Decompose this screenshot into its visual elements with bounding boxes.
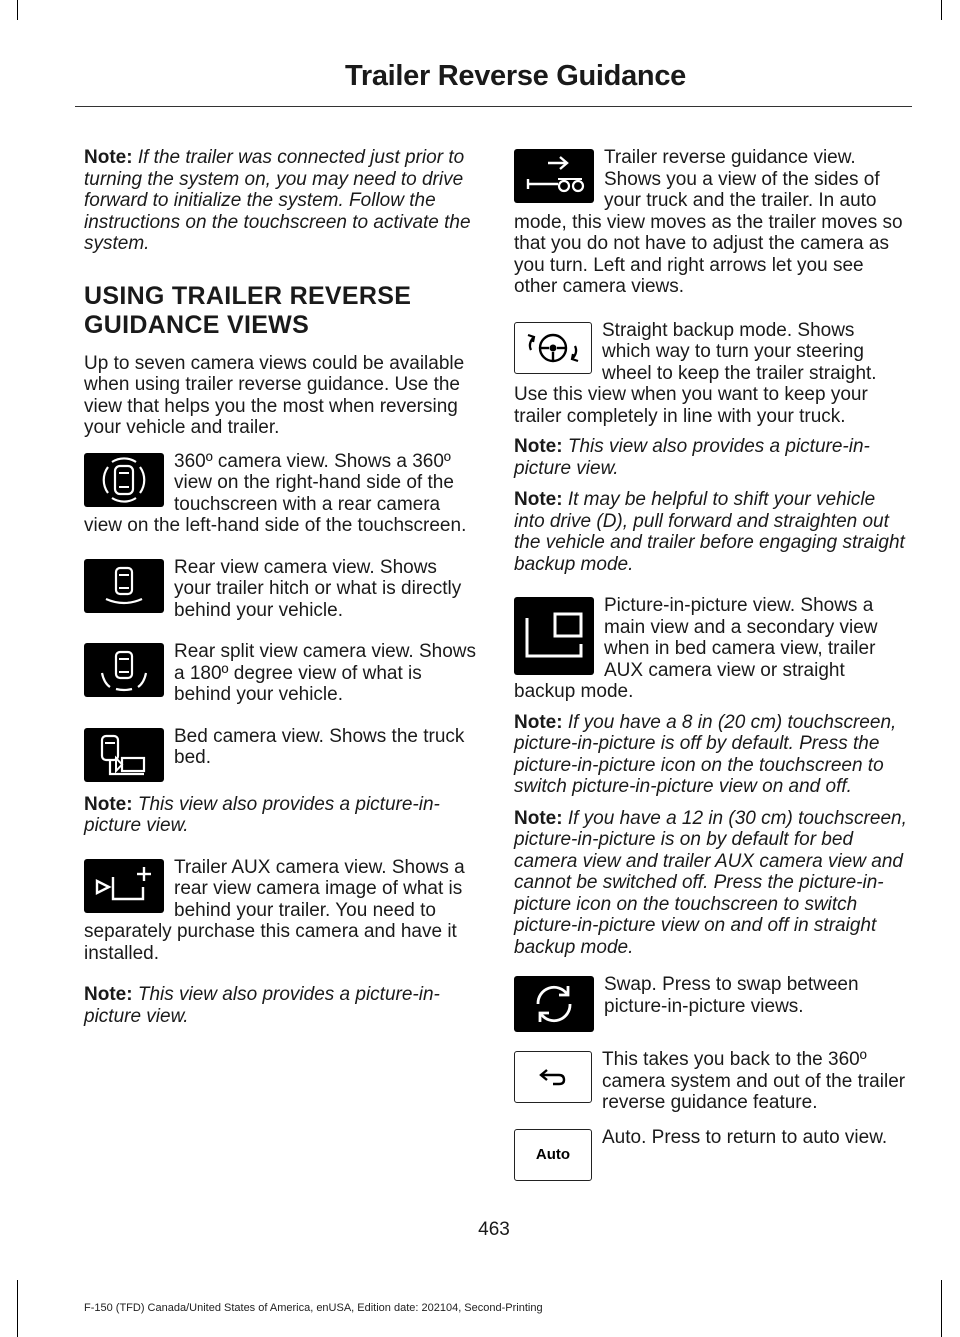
note-text: It may be helpful to shift your vehicle into drive (D), pull forward and straighten out the vehicle and trailer before engaging straight backup mode. [514, 489, 905, 575]
picture-in-picture-icon [514, 597, 594, 675]
straight-backup-mode-icon [514, 322, 592, 374]
note-label: Note: [84, 984, 133, 1005]
item-bed-camera-view [84, 726, 476, 786]
auto-icon-label: Auto [535, 1146, 571, 1163]
note-label: Note: [514, 711, 563, 733]
note-label: Note: [84, 147, 133, 168]
note-text: If the trailer was connected just prior to turning the system on, you may need to drive forward to initialize the system. Follow the instructions on the touchscreen to activate the system. [84, 147, 471, 254]
page-number: 463 [478, 1219, 510, 1240]
item-text: Swap. Press to swap between picture-in-picture views. [604, 974, 859, 1017]
item-text: Bed camera view. Shows the truck bed. [174, 725, 465, 768]
note-12in-touchscreen [514, 808, 908, 959]
crop-mark-bottom-left [17, 1280, 18, 1337]
note-label: Note: [84, 793, 133, 815]
note-label: Note: [514, 807, 563, 829]
note-text: This view also provides a picture-in-picture view. [84, 793, 440, 836]
note-text: This view also provides a picture-in-picture view. [514, 436, 870, 479]
item-360-camera-view [84, 451, 476, 537]
note-label: Note: [514, 436, 563, 457]
header-divider [75, 106, 912, 107]
item-trailer-reverse-guidance-view [514, 147, 908, 298]
back-icon [514, 1051, 592, 1103]
note-trailer-connected [84, 147, 476, 255]
auto-icon [514, 1129, 592, 1181]
note-8in-touchscreen [514, 712, 908, 798]
rear-view-camera-icon [84, 559, 164, 613]
item-text: Auto. Press to return to auto view. [602, 1126, 888, 1148]
crop-mark-bottom-right [941, 1280, 942, 1337]
section-heading: USING TRAILER REVERSE GUIDANCE VIEWS [84, 281, 412, 339]
trailer-reverse-guidance-view-icon [514, 149, 594, 203]
bed-camera-view-icon [84, 728, 164, 782]
swap-icon [514, 976, 594, 1032]
note-shift-into-drive [514, 489, 908, 575]
item-trailer-aux-camera [84, 857, 476, 965]
note-trailer-aux-pip [84, 984, 476, 1027]
trailer-aux-camera-icon [84, 859, 164, 913]
note-straight-backup-pip [514, 436, 908, 479]
item-text: Straight backup mode. Shows which way to turn your steering wheel to keep the trailer straight. Use this view when you want to keep your trailer completely in line with your truck. [514, 319, 877, 427]
item-picture-in-picture [514, 595, 908, 703]
edition-footer: F-150 (TFD) Canada/United States of America, enUSA, Edition date: 202104, Second-Printing [84, 1302, 543, 1314]
item-text: Trailer AUX camera view. Shows a rear view camera image of what is behind your trailer. You need to separately purchase this camera and have it installed. [84, 856, 465, 964]
item-text: 360º camera view. Shows a 360º view on the right-hand side of the touchscreen with a rear camera view on the left-hand side of the touchscreen. [84, 450, 467, 536]
note-label: Note: [514, 489, 563, 510]
crop-mark-top-right [941, 0, 942, 20]
item-straight-backup-mode [514, 320, 908, 428]
right-column [514, 147, 908, 1205]
left-column [84, 147, 476, 1047]
page-title: Trailer Reverse Guidance [345, 60, 686, 92]
note-bed-camera-pip [84, 794, 476, 837]
crop-mark-top-left [17, 0, 18, 20]
intro-paragraph: Up to seven camera views could be available when using trailer reverse guidance. Use the view that helps you the most when reversing your vehicle and trailer. [84, 352, 465, 438]
note-text: This view also provides a picture-in-picture view. [84, 984, 440, 1027]
item-back [514, 1049, 908, 1114]
item-text: Rear view camera view. Shows your trailer hitch or what is directly behind your vehicle. [174, 556, 462, 621]
item-auto [514, 1127, 908, 1185]
note-text: If you have a 12 in (30 cm) touchscreen, picture-in-picture is on by default for bed camera view and trailer AUX camera view and cannot be switched off. Press the picture-in-picture icon on the touchscreen to switch picture-in-picture view on and off in straight backup mode. [514, 807, 907, 958]
360-camera-view-icon [84, 453, 164, 507]
item-text: Picture-in-picture view. Shows a main view and a secondary view when in bed camera view, trailer AUX camera view or straight backup mode. [514, 595, 878, 702]
item-rear-split-view [84, 641, 476, 706]
item-text: This takes you back to the 360º camera system and out of the trailer reverse guidance feature. [602, 1049, 906, 1113]
item-rear-view-camera [84, 557, 476, 622]
item-text: Rear split view camera view. Shows a 180º degree view of what is behind your vehicle. [174, 641, 476, 705]
note-text: If you have a 8 in (20 cm) touchscreen, picture-in-picture is off by default. Press the picture-in-picture icon on the touchscreen to switch picture-in-picture view on and off. [514, 711, 897, 797]
rear-split-view-icon [84, 643, 164, 697]
item-text: Trailer reverse guidance view. Shows you a view of the sides of your truck and the trailer. In auto mode, this view moves as the trailer moves so that you do not have to adjust the camera as you turn. Left and right arrows let you see other camera views. [514, 147, 903, 297]
item-swap [514, 974, 908, 1036]
